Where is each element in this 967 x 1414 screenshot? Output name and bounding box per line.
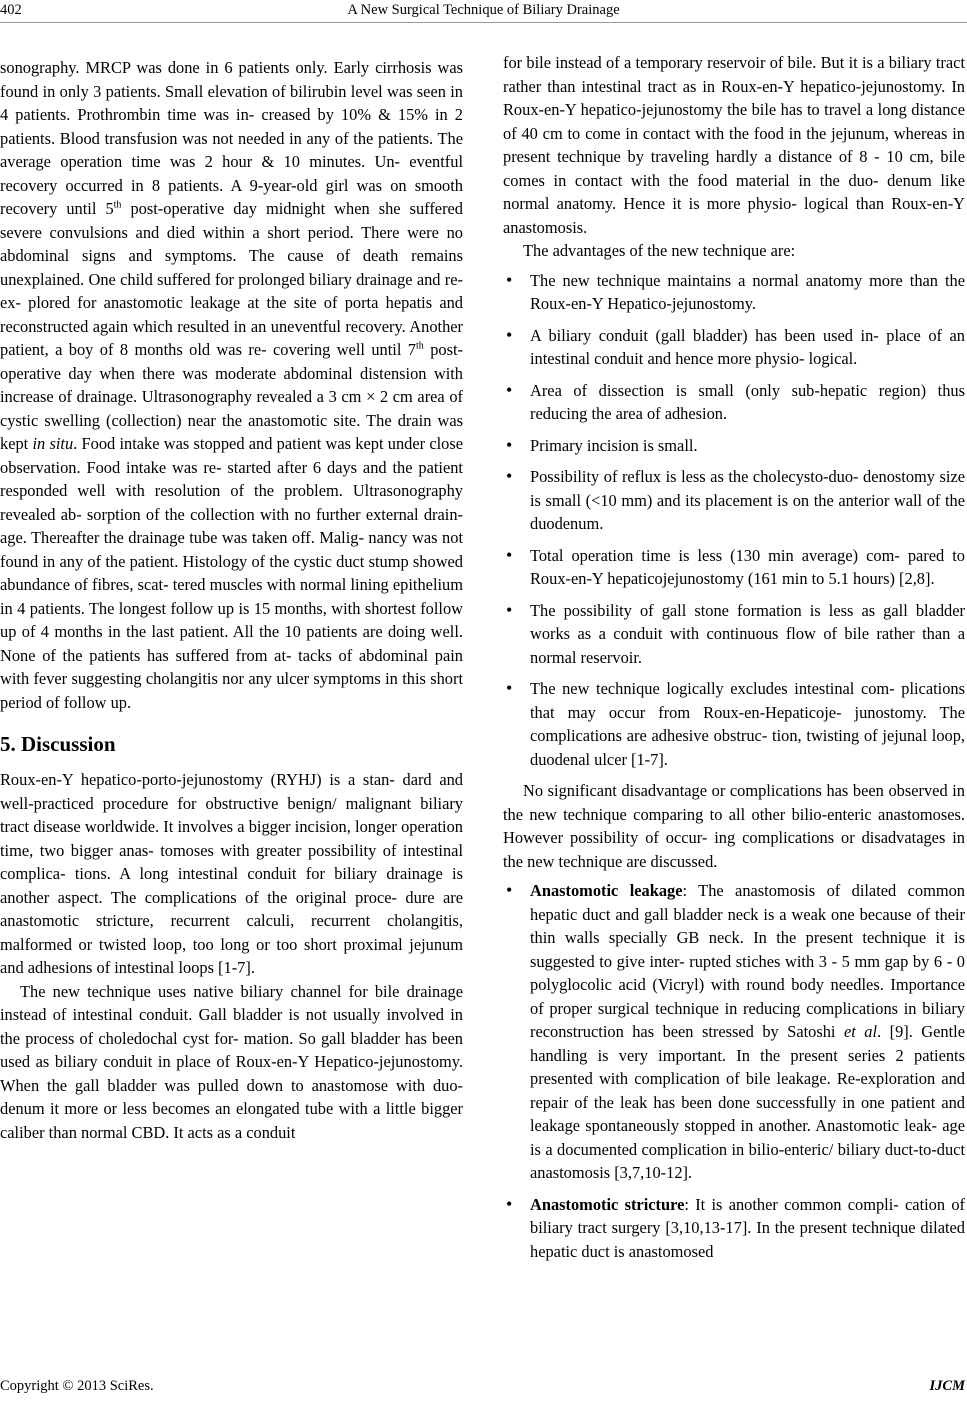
list-item: • The possibility of gall stone formation is less as gall bladder works as a conduit with continuous flow of bile rather than a normal reservoir.	[503, 599, 965, 670]
running-title: A New Surgical Technique of Biliary Drainage	[347, 2, 620, 18]
text-run: : It is another common compli- cation of biliary tract surgery [3,10,13-17]. In the present technique dilated hepatic duct is anastomosed	[530, 1194, 966, 1261]
list-item	[503, 1193, 965, 1264]
complications-list	[503, 879, 965, 1263]
text-run: . Food intake was stopped and patient was kept under close observation. Food intake was re- started after 6 days and the patient responded well with resolution of the problem. Ultrasonography revealed ab- sorption of the collection with no further external drain- age. Thereafter the drainage tube was taken off. Malig- nancy was not found in any of the patient. Histology of the cystic duct stump showed abundance of fibres, scat- tered muscles with normal lining epithelium in 4 patients. The longest follow up is 15 months, with shortest follow up of 4 months in the last patient. All the 10 patients are doing well. None of the patients has suffered from at- tacks of abdominal pain with fever suggesting cholangitis nor any ulcer symptoms in this short period of follow up.	[0, 434, 463, 712]
list-item: • Primary incision is small.	[503, 434, 965, 458]
text-run: post-operative day midnight when she suffered severe convulsions and died within a short period. There were no abdominal signs and symptoms. The cause of death remains unexplained. One child suffered for prolonged biliary drainage and re-ex- plored for anastomotic leakage at the site of porta hepatis and reconstructed again which resulted in an uneventful recovery. Another patient, a boy of 8 months old was re- covering well until 7	[0, 199, 464, 359]
text-run: : The anastomosis of dilated common hepatic duct and gall bladder neck is a weak one because of their thin walls specially GB neck. In the present technique it is suggested to give inter- rupted stiches with 3 - 5 mm gap by 6 - 0 polyglocolic acid (Vicryl) with round body needles. Importance of proper surgical technique in reducing complications in biliary reconstruction has been stressed by Satoshi	[530, 881, 965, 1041]
advantages-intro: The advantages of the new technique are:	[523, 241, 796, 260]
text-run: . [9]. Gentle handling is very important. In the present series 2 patients presented with complication of bile leakage. Re-exploration and repair of the leak has been done successfully in one patient and leakage spontaneously stopped in another. Anastomotic leak- age is a documented complication in bilio-enteric/ biliary duct-to-duct anastomosis [3,7,10-12].	[530, 1022, 965, 1182]
list-item: • The new technique maintains a normal anatomy more than the Roux-en-Y Hepatico-jejunostomy.	[503, 269, 965, 316]
discussion-paragraph-2: The new technique uses native biliary channel for bile drainage instead of intestinal conduit. Gall bladder is not usually involved in the process of choledochal cyst for- mation. So gall bladder has been used as biliary conduit in place of Roux-en-Y Hepatico-jejunostomy. When the gall bladder was pulled down to anastomose with duo- denum it more or less becomes an elongated tube with a little bigger caliber than normal CBD. It acts as a conduit	[0, 981, 463, 1142]
list-item: • Area of dissection is small (only sub-hepatic region) thus reducing the area of adhesion.	[503, 379, 965, 426]
italic-term: et al	[843, 1022, 878, 1041]
running-header	[0, 2, 967, 24]
complications-intro: No significant disadvantage or complications has been observed in the new technique comparing to all other bilio-enteric anastomoses. However possibility of occur- ing complications or disadvatages in the new technique are discussed.	[503, 781, 965, 871]
list-item: • Possibility of reflux is less as the cholecysto-duo- denostomy size is small (<10 mm) and its placement is on the anterior wall of the duodenum.	[503, 465, 965, 536]
advantages-list	[503, 269, 965, 772]
text-run: sonography. MRCP was done in 6 patients only. Early cirrhosis was found in only 3 patients. Small elevation of bilirubin level was seen in 4 patients. Prothrombin time was in- creased by 10% & 15% in 2 patients. Blood transfusion was not needed in any of the patients. The average operation time was 2 hour & 10 minutes. Un- eventful recovery occurred in 8 patients. A 9-year-old girl was on smooth recovery until 5	[0, 58, 463, 218]
results-paragraph	[0, 56, 463, 714]
bold-term: Anastomotic leakage	[530, 881, 683, 900]
copyright-notice: Copyright © 2013 SciRes.	[0, 1378, 154, 1394]
page-footer	[0, 1378, 967, 1402]
continuation-paragraph: for bile instead of a temporary reservoir of bile. But it is a biliary tract rather than intestinal tract as in Roux-en-Y hepatico-jejunostomy. In Roux-en-Y hepatico-jejunostomy the bile has to travel a long distance of 40 cm to come in contact with the food in the jejunum, whereas in present technique by traveling hardly a distance of 8 - 10 cm, bile comes in contact with the food material in the duo- denum like normal anatomy. Hence it is more physio- logical than Roux-en-Y anastomosis.	[503, 53, 965, 237]
superscript: th	[416, 340, 424, 352]
list-item	[503, 879, 965, 1185]
list-item: • Total operation time is less (130 min average) com- pared to Roux-en-Y hepaticojejunostomy (161 min to 5.1 hours) [2,8].	[503, 544, 965, 591]
list-item: • A biliary conduit (gall bladder) has been used in- place of an intestinal conduit and hence more physio- logical.	[503, 324, 965, 371]
header-rule	[0, 22, 967, 23]
journal-abbreviation: IJCM	[929, 1378, 965, 1394]
list-item: • The new technique logically excludes intestinal com- plications that may occur from Roux-en-Hepaticoje- junostomy. The complications are adhesive obstruc- tion, twisting of jejunal loop, duodenal ulcer [1-7].	[503, 677, 965, 771]
superscript: th	[113, 199, 122, 211]
right-column	[503, 51, 965, 1271]
bold-term: Anastomotic stricture	[530, 1194, 685, 1214]
section-heading-discussion: 5. Discussion	[0, 732, 116, 756]
page-number: 402	[0, 2, 22, 18]
discussion-paragraph-1: Roux-en-Y hepatico-porto-jejunostomy (RYHJ) is a stan- dard and well-practiced procedure for obstructive benign/ malignant biliary tract disease worldwide. It involves a bigger incision, longer operation time, two bigger anas- tomoses with greater possibility of intestinal complica- tions. A long intestinal conduit for biliary drainage is another aspect. The complications of the original proce- dure are anastomotic stricture, recurrent calculi, recurrent cholangitis, malformed or twisted loop, too long or too short proximal jejunum and adhesions of intestinal loops [1-7].	[0, 770, 463, 977]
left-column	[0, 56, 463, 1144]
italic-term: in situ	[32, 434, 74, 453]
text-run: post-operative day when there was moderate abdominal distension with increase of drainage. Ultrasonography revealed a 3 cm × 2 cm area of cystic swelling (collection) near the anastomotic site. The drain was kept	[0, 340, 463, 453]
